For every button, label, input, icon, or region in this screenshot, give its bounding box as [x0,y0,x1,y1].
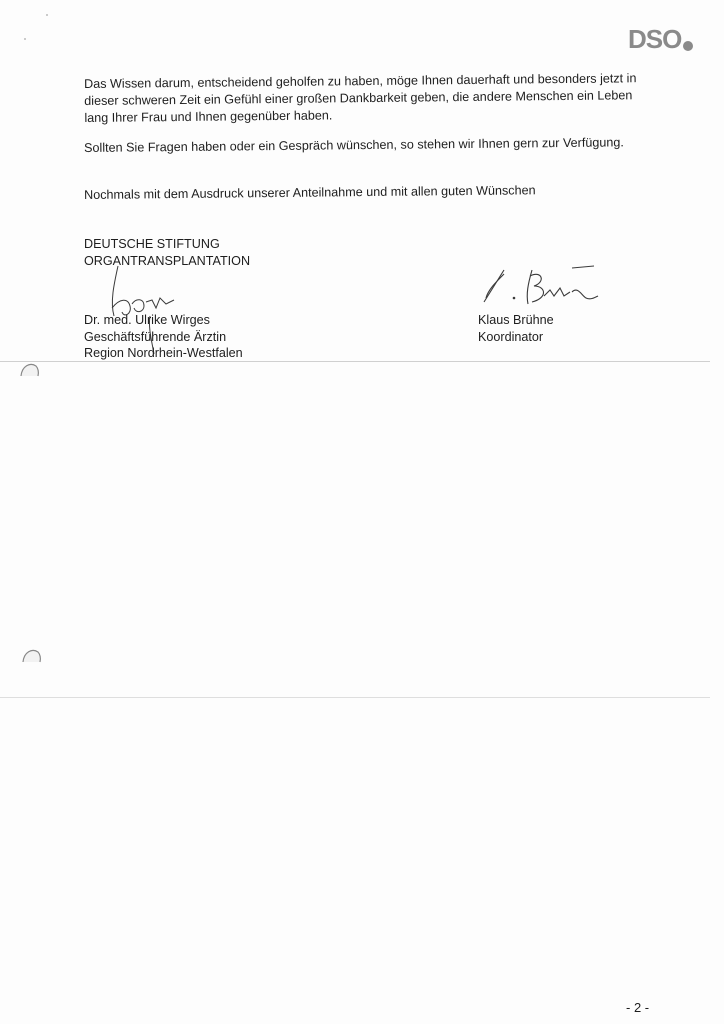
dso-logo [628,24,694,54]
signatory-left-role: Geschäftsführende Ärztin [84,329,227,344]
signatory-left-name: Dr. med. Ulrike Wirges [84,313,210,327]
paragraph-contact-offer: Sollten Sie Fragen haben oder ein Gespräch wünschen, so stehen wir Ihnen gern zur Verfügung. [84,135,624,155]
signatory-right [478,312,554,345]
signatory-right-name: Klaus Brühne [478,313,554,327]
signatory-left [84,312,243,362]
fold-line [0,697,710,698]
punch-hole-icon [18,358,42,380]
fold-line [0,361,710,362]
logo-dot-icon [683,41,693,51]
signature-right [474,262,600,310]
organization-line-1: DEUTSCHE STIFTUNG [84,237,220,251]
page-number: - 2 - [626,1000,650,1015]
signatory-right-role: Koordinator [478,329,544,344]
scan-speck [24,38,26,40]
signatory-left-region: Region Nordrhein-Westfalen [84,346,243,360]
paragraph-gratitude: Das Wissen darum, entscheidend geholfen zu haben, möge Ihnen dauerhaft und besonders jetzt in dieser schweren Zeit ein Gefühl einer großen Dankbarkeit geben, die andere Menschen ein Leben lang Ihrer Frau und Ihnen gegenüber haben. [84,71,637,125]
punch-hole-icon [20,644,44,666]
dso-logo-text: DSO [628,24,682,54]
scan-speck [46,14,48,16]
organization-line-2: ORGANTRANSPLANTATION [84,253,251,268]
paragraph-closing: Nochmals mit dem Ausdruck unserer Anteilnahme und mit allen guten Wünschen [84,183,536,202]
